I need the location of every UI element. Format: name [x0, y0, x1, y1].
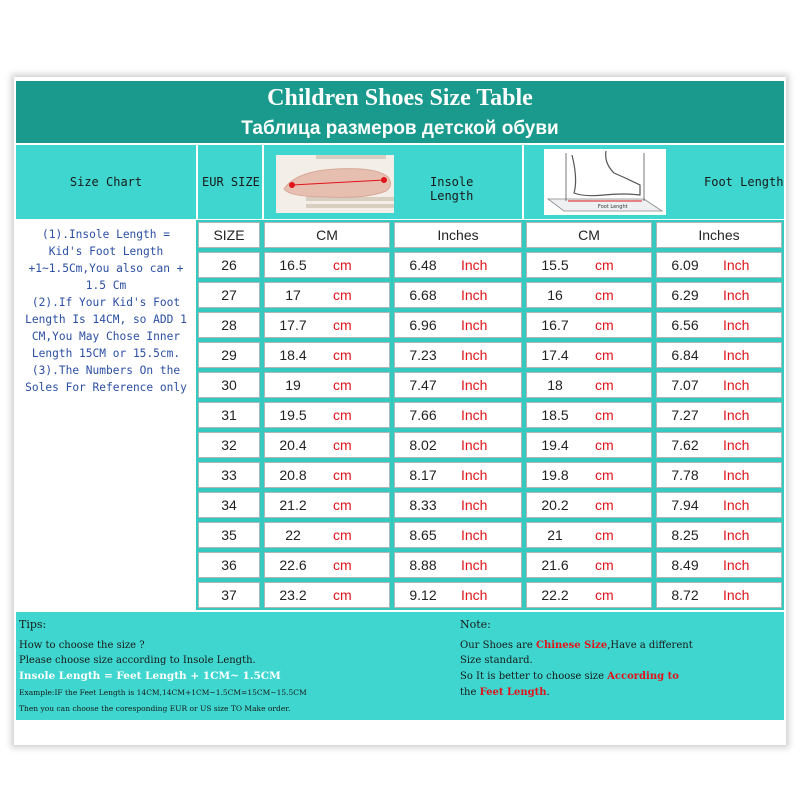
table-cell-insole-inch: [394, 432, 522, 458]
insole-inch-unit: Inch: [461, 527, 488, 543]
subheader-cm2: [526, 222, 652, 248]
foot-cm-value: 21: [547, 527, 563, 543]
russian-title-bar: [16, 117, 784, 143]
foot-cm-value: 15.5: [541, 257, 569, 273]
table-cell-foot-inch: [656, 282, 782, 308]
header-eur-size-label: EUR SIZE: [202, 175, 260, 189]
size-note-line: Kid's Foot Length: [48, 245, 164, 258]
foot-cm-unit: cm: [595, 317, 614, 333]
insole-inch-unit: Inch: [461, 437, 488, 453]
size-note-line: (2).If Your Kid's Foot: [31, 296, 181, 309]
foot-inch-value: 8.49: [671, 557, 699, 573]
table-cell-foot-inch: [656, 312, 782, 338]
foot-inch-value: 8.25: [671, 527, 699, 543]
insole-cm-value: 20.4: [279, 437, 307, 453]
insole-cm-unit: cm: [333, 527, 352, 543]
page-title: Children Shoes Size Table: [267, 85, 533, 111]
table-cell-insole-cm: [264, 582, 390, 608]
table-cell-size: [198, 432, 260, 458]
insole-cm-unit: cm: [333, 467, 352, 483]
header-insole-length: [264, 145, 522, 219]
table-cell-insole-cm: [264, 372, 390, 398]
foot-diagram-caption: Foot Lenght: [598, 204, 628, 210]
insole-icon: [276, 155, 394, 213]
foot-inch-unit: Inch: [723, 407, 750, 423]
header-foot-length-label: Foot Length: [704, 175, 784, 189]
insole-cm-unit: cm: [333, 587, 352, 603]
table-cell-foot-cm: [526, 522, 652, 548]
foot-inch-unit: Inch: [723, 497, 750, 513]
table-cell-foot-inch: [656, 432, 782, 458]
table-cell-insole-inch: [394, 462, 522, 488]
insole-inch-value: 7.23: [409, 347, 437, 363]
insole-inch-value: 6.48: [409, 257, 437, 273]
header-insole-length-label: Insole Length: [430, 175, 474, 203]
subheader-size-label: SIZE: [213, 227, 245, 243]
foot-cm-unit: cm: [595, 377, 614, 393]
size-note-line: CM,You May Chose Inner: [31, 330, 181, 343]
insole-cm-value: 22: [285, 527, 301, 543]
foot-inch-unit: Inch: [723, 437, 750, 453]
note-line-3: So It is better to choose size According to: [460, 671, 679, 682]
insole-cm-unit: cm: [333, 317, 352, 333]
foot-inch-unit: Inch: [723, 257, 750, 273]
table-cell-foot-inch: [656, 462, 782, 488]
foot-cm-unit: cm: [595, 527, 614, 543]
table-cell-foot-inch: [656, 492, 782, 518]
foot-inch-unit: Inch: [723, 377, 750, 393]
insole-cm-value: 17: [285, 287, 301, 303]
size-value: 28: [221, 317, 237, 333]
insole-inch-unit: Inch: [461, 407, 488, 423]
table-cell-foot-inch: [656, 522, 782, 548]
note-line-4: the Feet Length.: [460, 687, 550, 698]
insole-cm-value: 21.2: [279, 497, 307, 513]
table-cell-size: [198, 312, 260, 338]
insole-cm-value: 19: [285, 377, 301, 393]
size-note-line: Length 15CM or 15.5cm.: [31, 347, 181, 360]
table-cell-size: [198, 342, 260, 368]
table-cell-foot-cm: [526, 282, 652, 308]
size-value: 30: [221, 377, 237, 393]
table-cell-foot-cm: [526, 432, 652, 458]
foot-cm-value: 18: [547, 377, 563, 393]
size-value: 34: [221, 497, 237, 513]
table-cell-insole-cm: [264, 462, 390, 488]
table-cell-foot-inch: [656, 252, 782, 278]
table-cell-insole-cm: [264, 282, 390, 308]
table-cell-foot-inch: [656, 342, 782, 368]
foot-cm-value: 19.4: [541, 437, 569, 453]
foot-cm-unit: cm: [595, 557, 614, 573]
table-cell-insole-cm: [264, 342, 390, 368]
insole-inch-value: 8.88: [409, 557, 437, 573]
insole-inch-unit: Inch: [461, 287, 488, 303]
foot-inch-value: 7.27: [671, 407, 699, 423]
size-value: 33: [221, 467, 237, 483]
insole-inch-unit: Inch: [461, 317, 488, 333]
insole-inch-value: 9.12: [409, 587, 437, 603]
insole-cm-value: 17.7: [279, 317, 307, 333]
foot-inch-value: 6.09: [671, 257, 699, 273]
table-cell-foot-inch: [656, 402, 782, 428]
subheader-inches1-label: Inches: [437, 227, 479, 243]
size-table: [196, 220, 784, 610]
foot-cm-value: 16: [547, 287, 563, 303]
table-cell-foot-cm: [526, 372, 652, 398]
table-cell-size: [198, 552, 260, 578]
note-chinese-size: Chinese Size: [535, 640, 608, 651]
foot-inch-unit: Inch: [723, 527, 750, 543]
table-cell-insole-inch: [394, 372, 522, 398]
foot-inch-value: 6.29: [671, 287, 699, 303]
subheader-cm1-label: CM: [316, 227, 338, 243]
insole-inch-unit: Inch: [461, 467, 488, 483]
table-cell-size: [198, 462, 260, 488]
table-cell-foot-cm: [526, 492, 652, 518]
insole-cm-unit: cm: [333, 407, 352, 423]
table-cell-foot-cm: [526, 402, 652, 428]
table-cell-insole-cm: [264, 312, 390, 338]
foot-cm-value: 19.8: [541, 467, 569, 483]
tips-line-2: Please choose size according to Insole Length.: [19, 655, 256, 666]
insole-cm-value: 22.6: [279, 557, 307, 573]
foot-cm-value: 20.2: [541, 497, 569, 513]
foot-inch-unit: Inch: [723, 317, 750, 333]
insole-inch-unit: Inch: [461, 587, 488, 603]
insole-cm-value: 16.5: [279, 257, 307, 273]
tips-line-5: Then you can choose the coresponding EUR or US size TO Make order.: [19, 704, 291, 713]
insole-cm-unit: cm: [333, 377, 352, 393]
table-cell-insole-inch: [394, 312, 522, 338]
table-cell-foot-cm: [526, 582, 652, 608]
header-eur-size: [198, 145, 262, 219]
size-note-line: (3).The Numbers On the: [31, 364, 181, 377]
table-cell-insole-cm: [264, 432, 390, 458]
insole-inch-value: 8.17: [409, 467, 437, 483]
foot-cm-value: 18.5: [541, 407, 569, 423]
foot-cm-value: 17.4: [541, 347, 569, 363]
size-value: 37: [221, 587, 237, 603]
size-notes-text: [18, 226, 194, 396]
insole-inch-unit: Inch: [461, 557, 488, 573]
size-value: 32: [221, 437, 237, 453]
table-cell-foot-cm: [526, 312, 652, 338]
subheader-inches2-label: Inches: [698, 227, 740, 243]
insole-cm-value: 19.5: [279, 407, 307, 423]
foot-cm-value: 16.7: [541, 317, 569, 333]
foot-cm-unit: cm: [595, 347, 614, 363]
foot-inch-value: 7.07: [671, 377, 699, 393]
foot-cm-unit: cm: [595, 287, 614, 303]
table-cell-insole-inch: [394, 522, 522, 548]
foot-cm-value: 22.2: [541, 587, 569, 603]
tips-heading: Tips:: [19, 618, 47, 631]
insole-inch-value: 6.68: [409, 287, 437, 303]
foot-inch-value: 6.56: [671, 317, 699, 333]
table-cell-foot-inch: [656, 372, 782, 398]
table-cell-insole-cm: [264, 252, 390, 278]
insole-inch-value: 8.65: [409, 527, 437, 543]
subheader-inches1: [394, 222, 522, 248]
size-value: 35: [221, 527, 237, 543]
insole-cm-unit: cm: [333, 287, 352, 303]
tips-example: Example:IF the Feet Length is 14CM,14CM+1CM~1.5CM=15CM~15.5CM: [19, 688, 307, 697]
table-cell-insole-cm: [264, 492, 390, 518]
foot-cm-unit: cm: [595, 407, 614, 423]
foot-measure-icon: [544, 149, 666, 215]
insole-inch-value: 7.66: [409, 407, 437, 423]
table-cell-size: [198, 582, 260, 608]
insole-cm-unit: cm: [333, 437, 352, 453]
table-cell-size: [198, 522, 260, 548]
subheader-cm1: [264, 222, 390, 248]
foot-inch-value: 6.84: [671, 347, 699, 363]
foot-cm-unit: cm: [595, 257, 614, 273]
insole-cm-value: 18.4: [279, 347, 307, 363]
tips-line-1: How to choose the size ?: [19, 640, 145, 651]
insole-cm-unit: cm: [333, 497, 352, 513]
tips-formula: Insole Length = Feet Length + 1CM~ 1.5CM: [19, 670, 281, 682]
foot-cm-unit: cm: [595, 587, 614, 603]
table-cell-size: [198, 372, 260, 398]
size-note-line: (1).Insole Length =: [42, 228, 170, 241]
header-foot-length: [524, 145, 784, 219]
table-cell-insole-inch: [394, 342, 522, 368]
subheader-size: [198, 222, 260, 248]
foot-inch-value: 7.62: [671, 437, 699, 453]
note-line-2: Size standard.: [460, 655, 533, 666]
insole-cm-unit: cm: [333, 347, 352, 363]
table-cell-foot-cm: [526, 252, 652, 278]
insole-cm-unit: cm: [333, 257, 352, 273]
insole-cm-unit: cm: [333, 557, 352, 573]
page-title-russian: Таблица размеров детской обуви: [241, 118, 559, 139]
foot-inch-unit: Inch: [723, 347, 750, 363]
table-cell-foot-inch: [656, 552, 782, 578]
subheader-inches2: [656, 222, 782, 248]
tips-panel: [16, 612, 784, 720]
table-cell-insole-cm: [264, 552, 390, 578]
table-cell-size: [198, 252, 260, 278]
size-value: 29: [221, 347, 237, 363]
size-note-line: Length Is 14CM, so ADD 1: [25, 313, 187, 326]
foot-diagram: [544, 149, 666, 215]
foot-inch-unit: Inch: [723, 557, 750, 573]
table-cell-foot-inch: [656, 582, 782, 608]
table-cell-size: [198, 282, 260, 308]
foot-cm-unit: cm: [595, 437, 614, 453]
insole-inch-value: 6.96: [409, 317, 437, 333]
insole-photo: [276, 155, 394, 213]
insole-cm-value: 23.2: [279, 587, 307, 603]
size-value: 31: [221, 407, 237, 423]
insole-inch-unit: Inch: [461, 497, 488, 513]
note-heading: Note:: [460, 618, 491, 631]
table-cell-foot-cm: [526, 342, 652, 368]
table-cell-insole-cm: [264, 402, 390, 428]
foot-inch-unit: Inch: [723, 587, 750, 603]
foot-inch-value: 7.78: [671, 467, 699, 483]
note-according-to: According to: [607, 671, 679, 682]
table-cell-size: [198, 492, 260, 518]
table-cell-insole-inch: [394, 402, 522, 428]
size-note-line: Soles For Reference only: [25, 381, 187, 394]
header-size-chart: [16, 145, 196, 219]
insole-inch-value: 8.33: [409, 497, 437, 513]
table-cell-insole-inch: [394, 582, 522, 608]
header-size-chart-label: Size Chart: [69, 175, 143, 189]
note-feet-length: Feet Length: [479, 687, 547, 698]
size-note-line: 1.5 Cm: [85, 279, 127, 292]
table-cell-foot-cm: [526, 552, 652, 578]
note-line-1: Our Shoes are Chinese Size,Have a different: [460, 640, 693, 651]
size-note-line: +1~1.5Cm,You also can +: [28, 262, 184, 275]
insole-cm-value: 20.8: [279, 467, 307, 483]
table-cell-insole-inch: [394, 492, 522, 518]
size-value: 36: [221, 557, 237, 573]
foot-cm-unit: cm: [595, 467, 614, 483]
table-cell-insole-cm: [264, 522, 390, 548]
foot-cm-value: 21.6: [541, 557, 569, 573]
insole-inch-unit: Inch: [461, 377, 488, 393]
title-bar: [16, 81, 784, 118]
subheader-cm2-label: CM: [578, 227, 600, 243]
foot-inch-value: 8.72: [671, 587, 699, 603]
table-cell-insole-inch: [394, 252, 522, 278]
insole-inch-unit: Inch: [461, 257, 488, 273]
insole-inch-value: 8.02: [409, 437, 437, 453]
foot-cm-unit: cm: [595, 497, 614, 513]
foot-inch-unit: Inch: [723, 467, 750, 483]
size-notes: [16, 220, 196, 610]
table-cell-foot-cm: [526, 462, 652, 488]
table-cell-insole-inch: [394, 282, 522, 308]
table-cell-size: [198, 402, 260, 428]
size-value: 26: [221, 257, 237, 273]
foot-inch-unit: Inch: [723, 287, 750, 303]
insole-inch-unit: Inch: [461, 347, 488, 363]
table-cell-insole-inch: [394, 552, 522, 578]
insole-inch-value: 7.47: [409, 377, 437, 393]
foot-inch-value: 7.94: [671, 497, 699, 513]
size-value: 27: [221, 287, 237, 303]
